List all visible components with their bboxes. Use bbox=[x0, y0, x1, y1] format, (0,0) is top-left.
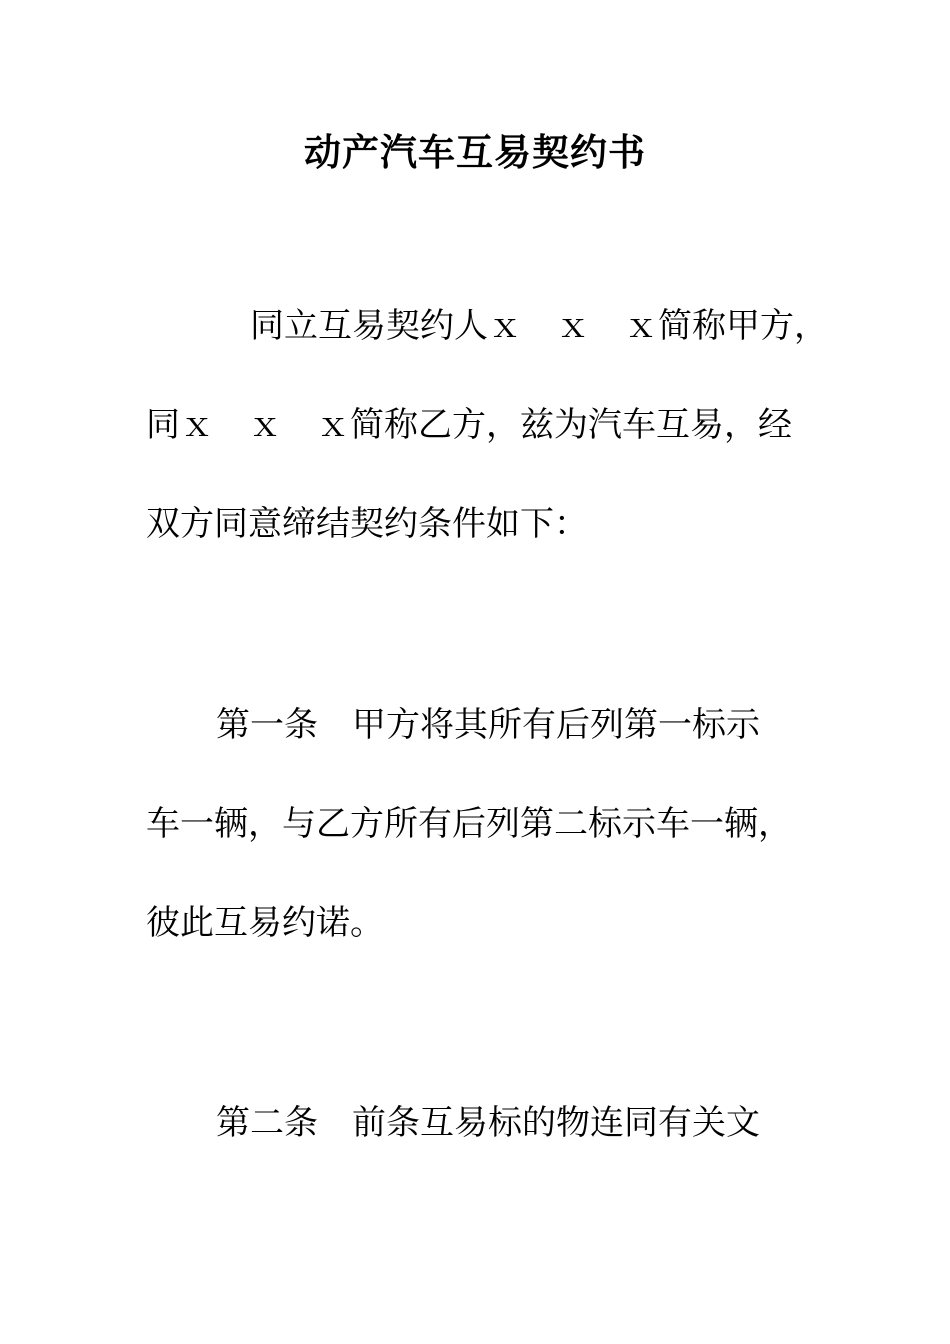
paragraph-line: 彼此互易约诺。 bbox=[146, 903, 384, 943]
paragraph-line: 双方同意缔结契约条件如下： bbox=[146, 504, 588, 544]
paragraph-line: 第一条 甲方将其所有后列第一标示 bbox=[216, 705, 760, 745]
paragraph-line: 同立互易契约人ｘ ｘ ｘ简称甲方， bbox=[250, 306, 828, 346]
document-title: 动产汽车互易契约书 bbox=[304, 131, 646, 174]
paragraph-line: 车一辆，与乙方所有后列第二标示车一辆， bbox=[146, 804, 792, 844]
paragraph-line: 第二条 前条互易标的物连同有关文 bbox=[216, 1103, 760, 1143]
paragraph-line: 同ｘ ｘ ｘ简称乙方，兹为汽车互易，经 bbox=[146, 405, 792, 445]
